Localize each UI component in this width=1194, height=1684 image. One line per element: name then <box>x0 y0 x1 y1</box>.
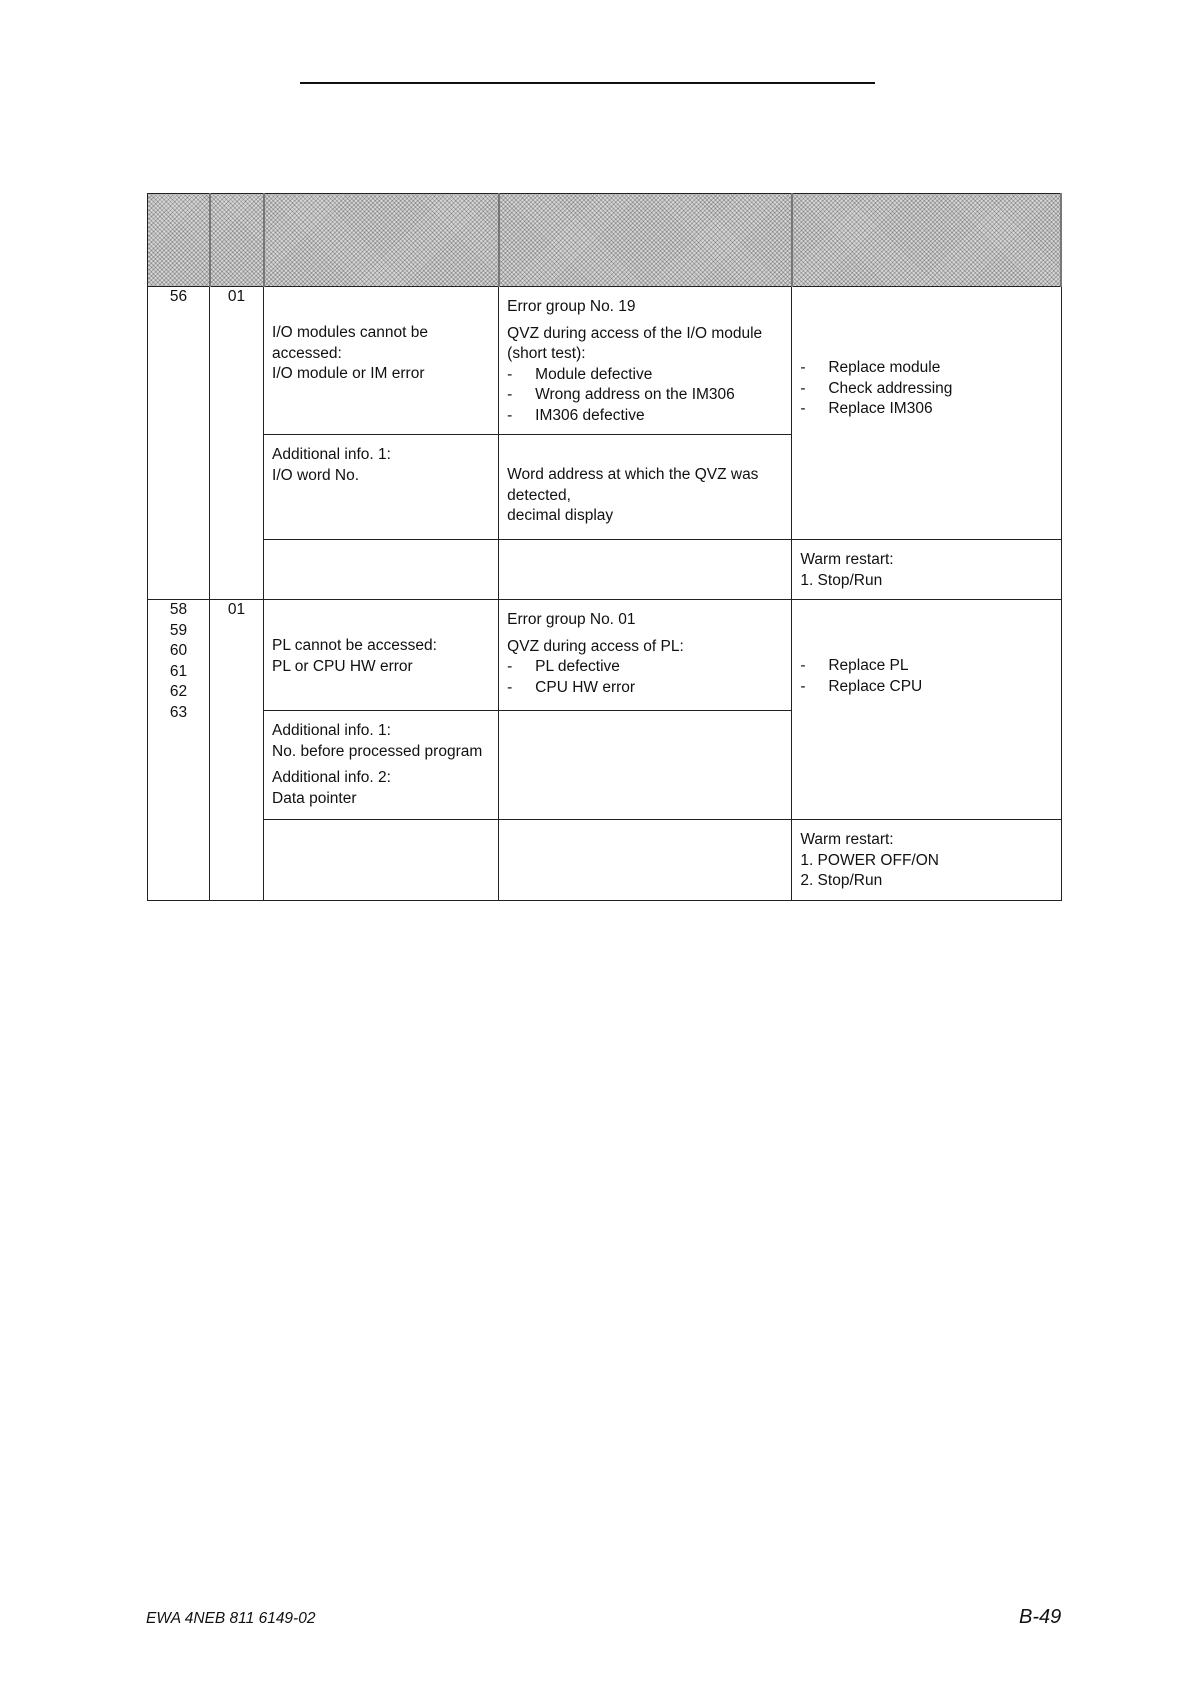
restart-cell <box>792 540 1061 600</box>
list-item: - Wrong address on the IM306 <box>507 386 735 403</box>
sub-code: 01 <box>227 288 246 305</box>
list-item: - Check addressing <box>800 379 953 397</box>
table-header-row <box>148 194 1062 287</box>
error-code: 56 <box>169 288 188 305</box>
meaning-line: QVZ during access of the I/O module <box>507 324 763 342</box>
document-id: EWA 4NEB 811 6149-02 <box>146 1610 316 1627</box>
cause-line: PL or CPU HW error <box>272 657 413 675</box>
restart-step: 2. Stop/Run <box>800 872 883 889</box>
error-code: 60 <box>169 642 188 659</box>
meaning-line: (short test): <box>507 345 586 362</box>
header-cell-shaded <box>499 194 792 287</box>
empty-cell <box>264 540 499 600</box>
sub-code: 01 <box>227 601 246 618</box>
empty-cell <box>264 820 499 901</box>
restart-cell <box>792 820 1061 901</box>
additional-info-cell <box>264 711 499 820</box>
empty-cell <box>499 540 792 600</box>
cause-line: PL cannot be accessed: <box>272 637 437 654</box>
cause-cell <box>264 600 499 711</box>
table-row <box>148 287 1062 435</box>
sub-code-cell <box>210 600 264 901</box>
additional-info-label: Additional info. 1: <box>272 446 391 463</box>
error-code: 62 <box>169 683 188 700</box>
header-rule <box>300 82 875 84</box>
list-item: - IM306 defective <box>507 406 645 424</box>
error-group: Error group No. 19 <box>507 298 636 315</box>
list-item: - Replace IM306 <box>800 400 933 417</box>
additional-info-value: I/O word No. <box>272 466 360 484</box>
header-cell-shaded <box>210 194 264 287</box>
list-item: - Module defective <box>507 365 653 383</box>
empty-cell <box>499 711 792 820</box>
error-code: 61 <box>169 662 188 680</box>
restart-step: 1. Stop/Run <box>800 571 883 589</box>
error-code: 59 <box>169 621 188 639</box>
cause-line: I/O modules cannot be <box>272 324 429 341</box>
meaning-line: QVZ during access of PL: <box>507 637 684 655</box>
meaning-line: decimal display <box>507 507 614 524</box>
additional-info-label: Additional info. 1: <box>272 722 391 739</box>
additional-info-value: No. before processed program <box>272 742 483 760</box>
list-item: - CPU HW error <box>507 678 636 696</box>
restart-label: Warm restart: <box>800 551 894 568</box>
additional-info-label: Additional info. 2: <box>272 769 391 786</box>
additional-info-value: Data pointer <box>272 789 357 807</box>
page-number: B-49 <box>1019 1606 1062 1628</box>
restart-label: Warm restart: <box>800 831 894 848</box>
error-code: 63 <box>169 703 188 721</box>
remedy-cell <box>792 600 1061 820</box>
list-item: - Replace PL <box>800 657 909 674</box>
error-code-cell <box>148 600 210 901</box>
error-code-cell <box>148 287 210 600</box>
header-cell-shaded <box>792 194 1061 287</box>
list-item: - Replace CPU <box>800 677 923 695</box>
table-row <box>148 820 1062 901</box>
sub-code-cell <box>210 287 264 600</box>
empty-cell <box>499 820 792 901</box>
table-row <box>148 540 1062 600</box>
meaning-cell <box>499 600 792 711</box>
cause-line: accessed: <box>272 344 342 362</box>
header-cell-shaded <box>148 194 210 287</box>
error-group: Error group No. 01 <box>507 611 636 628</box>
remedy-cell <box>792 287 1061 540</box>
error-table <box>147 193 1062 901</box>
error-code: 58 <box>169 601 188 618</box>
list-item: - Replace module <box>800 359 941 376</box>
additional-info-cell <box>264 435 499 540</box>
restart-step: 1. POWER OFF/ON <box>800 851 939 869</box>
header-cell-shaded <box>264 194 499 287</box>
meaning-line: detected, <box>507 486 571 504</box>
cause-cell <box>264 287 499 435</box>
meaning-cell <box>499 287 792 435</box>
cause-line: I/O module or IM error <box>272 365 425 382</box>
additional-info-meaning-cell <box>499 435 792 540</box>
table-row <box>148 600 1062 711</box>
meaning-line: Word address at which the QVZ was <box>507 466 759 483</box>
list-item: - PL defective <box>507 658 620 675</box>
